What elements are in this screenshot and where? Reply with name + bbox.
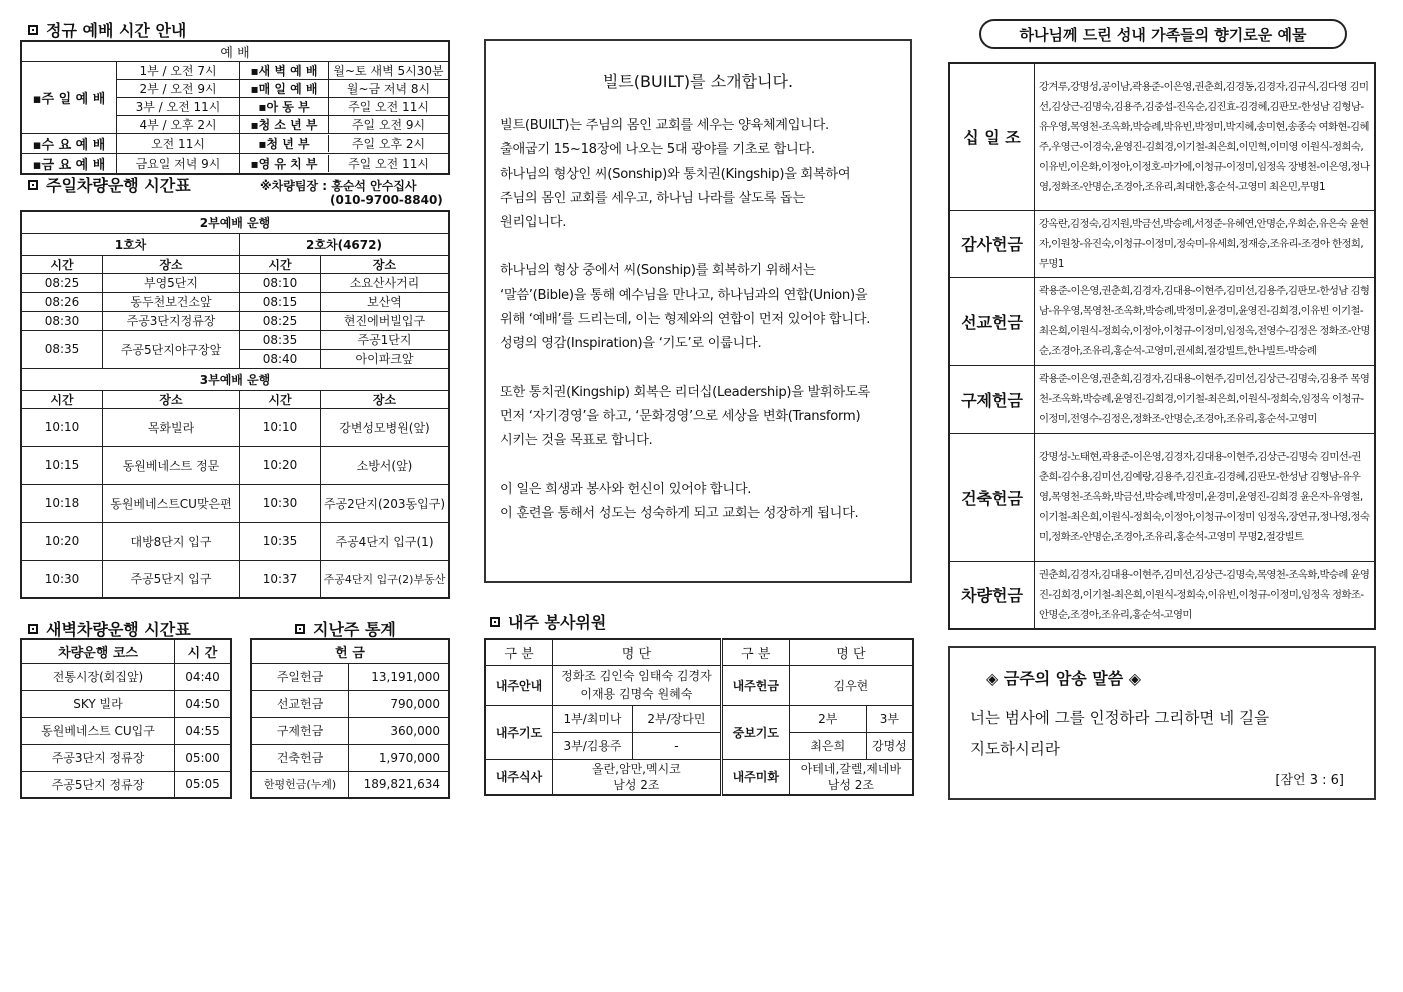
guide-names: 정화조 김인숙 임태숙 김경자 이재용 김명숙 원혜숙 — [553, 665, 722, 705]
car2-time: 08:10 — [240, 273, 321, 292]
verse-line: 너는 범사에 그를 인정하라 그리하면 네 길을 — [970, 709, 1270, 727]
car2-place: 아이파크앞 — [321, 349, 450, 368]
car1-time: 08:25 — [21, 273, 103, 292]
stat-value: 360,000 — [349, 717, 450, 744]
col-names: 명 단 — [789, 639, 913, 665]
verse-heading: ◈ 금주의 암송 말씀 ◈ — [986, 669, 1142, 688]
table-row — [21, 717, 231, 744]
table-row — [21, 690, 231, 717]
dawn-heading: 새벽차량운행 시간표 — [28, 617, 191, 640]
verse-box — [948, 646, 1376, 800]
vehicle-table — [20, 210, 450, 599]
square-bullet-icon — [28, 624, 38, 634]
sunday-time: 1부 / 오전 7시 — [117, 62, 240, 80]
right-row: ▪영 유 치 부 주일 오전 11시 — [240, 154, 450, 175]
col-place: 장소 — [321, 255, 450, 273]
place-cell: 주공5단지 입구 — [103, 560, 240, 598]
built-line: 시키는 것을 목표로 합니다. — [500, 433, 653, 449]
offering-row — [949, 63, 1375, 210]
place-cell: 대방8단지 입구 — [103, 522, 240, 560]
offering-row — [949, 210, 1375, 277]
course-cell: 주공5단지 정류장 — [21, 771, 175, 798]
offering-row — [949, 365, 1375, 433]
offering-names: 곽용준-이은영,권춘희,김경자,김대용-이현주,김미선,김용주,김판모-한성남 김형남-유우영,목영천-조옥화,박승례,박정미,윤경미,윤영진-김희경,이유빈 이기철-최은희,이원식-정희숙,이정아,이청규-이정미,임정옥,전영수-김정은 정화조-안명순,조경아,조유리,홍순석-고영미,권세희,절강빌트,한나빌트-박승례 — [1035, 277, 1376, 365]
car1-time: 08:30 — [21, 311, 103, 330]
offerings-table — [948, 62, 1376, 630]
time-cell: 10:10 — [21, 408, 103, 446]
car2-place: 보산역 — [321, 292, 450, 311]
col-place: 장소 — [321, 390, 450, 408]
guide-label: 내주안내 — [485, 665, 553, 705]
place-cell: 동원베네스트CU맞은편 — [103, 484, 240, 522]
built-box — [484, 39, 912, 583]
place-cell: 목화빌라 — [103, 408, 240, 446]
offering-names: 곽용준-이은영,권춘희,김경자,김대용-이현주,김미선,김상근-김명숙,김용주 목영천-조옥화,박승례,윤영진-김희경,이기철-최은희,이원식-정희숙,임정옥 이청규-이정미,전영수-김정은,정화조-안명순,조경아,조유리,홍순석-고영미 — [1035, 365, 1376, 433]
col-div: 구 분 — [721, 639, 789, 665]
col-time: 시간 — [240, 255, 321, 273]
meal-names: 올란,암만,멕시코 남성 2조 — [553, 759, 722, 795]
right-row: ▪청 년 부 주일 오후 2시 — [240, 134, 450, 154]
stat-label: 한평헌금(누계) — [251, 771, 349, 798]
intercession-cell: 3부 — [866, 705, 913, 732]
offering-category: 건축헌금 — [949, 433, 1035, 561]
table-row — [21, 663, 231, 690]
col-time: 시간 — [21, 255, 103, 273]
prayer-label: 내주기도 — [485, 705, 553, 759]
place-cell: 주공2단지(203동입구) — [321, 484, 450, 522]
verse-reference: [잠언 3 : 6] — [1275, 773, 1344, 788]
offering-category: 선교헌금 — [949, 277, 1035, 365]
time-cell: 10:30 — [240, 484, 321, 522]
car2-label: 2호차(4672) — [240, 233, 450, 255]
time-cell: 04:50 — [175, 690, 232, 717]
place-cell: 주공4단지 입구(1) — [321, 522, 450, 560]
worship-table — [20, 40, 450, 175]
car2-time: 08:25 — [240, 311, 321, 330]
square-bullet-icon — [490, 617, 500, 627]
sunday-time: 4부 / 오후 2시 — [117, 116, 240, 134]
stat-value: 1,970,000 — [349, 744, 450, 771]
place-cell: 강변성모병원(앞) — [321, 408, 450, 446]
table-row — [21, 560, 449, 598]
dawn-table — [20, 638, 232, 799]
offering-label: 내주헌금 — [721, 665, 789, 705]
time-cell: 10:30 — [21, 560, 103, 598]
built-line: 이 일은 희생과 봉사와 헌신이 있어야 합니다. — [500, 481, 752, 497]
col-place: 장소 — [103, 255, 240, 273]
car2-place: 소요산사거리 — [321, 273, 450, 292]
intercession-cell: 2부 — [789, 705, 866, 732]
course-cell: 주공3단지 정류장 — [21, 744, 175, 771]
time-cell: 04:40 — [175, 663, 232, 690]
time-cell: 10:37 — [240, 560, 321, 598]
car1-place: 주공3단지정류장 — [103, 311, 240, 330]
prayer-cell: 1부/최미나 — [553, 705, 633, 732]
offering-name: 김우현 — [789, 665, 913, 705]
table-row — [251, 744, 449, 771]
worship-heading: 정규 예배 시간 안내 — [28, 18, 186, 41]
right-row: ▪새 벽 예 배 월~토 새벽 5시30분 — [240, 62, 450, 80]
intercession-label: 중보기도 — [721, 705, 789, 759]
time-cell: 04:55 — [175, 717, 232, 744]
right-row: ▪청 소 년 부 주일 오전 9시 — [240, 116, 450, 134]
table-row — [251, 717, 449, 744]
intercession-cell: 최은희 — [789, 732, 866, 759]
built-line: 하나님의 형상 중에서 씨(Sonship)를 회복하기 위해서는 — [500, 263, 816, 279]
beauty-names: 아테네,갈렐,제네바 남성 2조 — [789, 759, 913, 795]
offering-category: 십 일 조 — [949, 63, 1035, 210]
sunday-time: 2부 / 오전 9시 — [117, 80, 240, 98]
offering-row — [949, 277, 1375, 365]
table-row — [21, 771, 231, 798]
vehicle-phone: (010-9700-8840) — [330, 193, 443, 207]
square-bullet-icon — [295, 624, 305, 634]
table-row — [21, 484, 449, 522]
col-time: 시 간 — [175, 639, 232, 663]
car2-time: 08:40 — [240, 349, 321, 368]
offering-category: 차량헌금 — [949, 561, 1035, 629]
sunday-time: 3부 / 오전 11시 — [117, 98, 240, 116]
car2-time: 08:35 — [240, 330, 321, 349]
course-cell: 동원베네스트 CU입구 — [21, 717, 175, 744]
place-cell: 동원베네스트 정문 — [103, 446, 240, 484]
table-row — [21, 408, 449, 446]
col-div: 구 분 — [485, 639, 553, 665]
stat-label: 선교헌금 — [251, 690, 349, 717]
offering-names: 강겨루,강명성,공이남,곽용준-이은영,권춘희,김경동,김경자,김규식,김다영 김미선,김상근-김명숙,김용주,김중섭-진옥순,김진효-김경혜,김판모-한성남 김형남-유우영,목영천-조옥화,박승례,박유빈,박정미,박지혜,송미현,송종숙 여화현-김혜주,우영근-이경숙,윤영진-김희경,이기철-최은희,이민혁,이미영 이원식-정희숙,이유빈,이은화,이정아,이정호-마가에,이청규-이정미,임정옥 장병천-이은영,정나영,정화조-안명순,조경아,조유리,최대한,홍순석-고영미 최은민,무명1 — [1035, 63, 1376, 210]
table-row — [21, 522, 449, 560]
col-offering: 헌 금 — [251, 639, 449, 663]
time-cell: 05:05 — [175, 771, 232, 798]
built-line: 위해 ‘예배’를 드리는데, 이는 형제와의 연합이 먼저 있어야 합니다. — [500, 312, 871, 328]
verse-line: 지도하시리라 — [970, 740, 1060, 758]
prayer-cell: - — [633, 732, 722, 759]
verse-text — [970, 703, 1374, 765]
duty-table — [484, 638, 914, 796]
built-line: 주님의 몸인 교회를 세우고, 하나님 나라를 살도록 돕는 — [500, 190, 805, 206]
stat-value: 189,821,634 — [349, 771, 450, 798]
fri-time: 금요일 저녁 9시 — [117, 154, 240, 175]
stat-value: 13,191,000 — [349, 663, 450, 690]
meal-label: 내주식사 — [485, 759, 553, 795]
built-line: 하나님의 형상인 씨(Sonship)와 통치권(Kingship)을 회복하여 — [500, 166, 851, 182]
car1-time: 08:26 — [21, 292, 103, 311]
built-line: 또한 통치권(Kingship) 회복은 리더십(Leadership)을 발휘하도록 — [500, 384, 870, 400]
car1-time: 08:35 — [21, 330, 103, 368]
offering-category: 구제헌금 — [949, 365, 1035, 433]
offering-row — [949, 561, 1375, 629]
right-row: ▪아 동 부 주일 오전 11시 — [240, 98, 450, 116]
built-line: 이 훈련을 통해서 성도는 성숙하게 되고 교회는 성장하게 됩니다. — [500, 505, 859, 521]
section-3-label: 3부예배 운행 — [21, 368, 449, 390]
stats-table — [250, 638, 450, 799]
beauty-label: 내주미화 — [721, 759, 789, 795]
vehicle-manager: ※차량팀장 : 홍순석 안수집사 — [260, 179, 417, 193]
stat-label: 건축헌금 — [251, 744, 349, 771]
square-bullet-icon — [28, 25, 38, 35]
sunday-label: ▪주 일 예 배 — [21, 62, 117, 134]
square-bullet-icon — [28, 180, 38, 190]
duty-heading: 내주 봉사위원 — [490, 610, 606, 633]
table-row — [251, 690, 449, 717]
time-cell: 05:00 — [175, 744, 232, 771]
built-line: 성령의 영감(Inspiration)을 ‘기도’로 이룹니다. — [500, 336, 762, 352]
offering-names: 강옥란,김정숙,김지원,박금선,박승례,서정준-유혜연,안명순,우희순,유은숙 윤현자,이원창-유진숙,이청규-이정미,정숙미-유세희,정재승,조유리-조경아 한정희,무명1 — [1035, 210, 1376, 277]
car2-place: 주공1단지 — [321, 330, 450, 349]
fri-label: ▪금 요 예 배 — [21, 154, 117, 175]
table-row — [251, 771, 449, 798]
built-line: 원리입니다. — [500, 215, 567, 231]
place-cell: 주공4단지 입구(2)부동산 — [321, 560, 450, 598]
built-title: 빌트(BUILT)를 소개합니다. — [602, 72, 794, 91]
car1-place: 주공5단지야구장앞 — [103, 330, 240, 368]
built-body — [486, 114, 910, 526]
offering-row — [949, 433, 1375, 561]
stat-label: 구제헌금 — [251, 717, 349, 744]
table-row — [21, 446, 449, 484]
intercession-cell: 강명성 — [866, 732, 913, 759]
offering-names: 권춘희,김경자,김대용-이현주,김미선,김상근-김명숙,목영천-조옥화,박승례 윤영진-김희경,이기철-최은희,이원식-정희숙,이유빈,이청규-이정미,임정옥 정화조-안명순,조경아,조유리,홍순석-고영미 — [1035, 561, 1376, 629]
col-course: 차량운행 코스 — [21, 639, 175, 663]
stats-heading: 지난주 통계 — [295, 617, 396, 640]
wed-label: ▪수 요 예 배 — [21, 134, 117, 154]
offerings-heading: 하나님께 드린 성내 가족들의 향기로운 예물 — [979, 19, 1347, 49]
car1-place: 동두천보건소앞 — [103, 292, 240, 311]
table-row — [21, 744, 231, 771]
place-cell: 소방서(앞) — [321, 446, 450, 484]
prayer-cell: 3부/김용주 — [553, 732, 633, 759]
built-line: 먼저 ‘자기경영’을 하고, ‘문화경영’으로 세상을 변화(Transform) — [500, 408, 861, 424]
col-time: 시간 — [240, 390, 321, 408]
col-names: 명 단 — [553, 639, 722, 665]
car2-time: 08:15 — [240, 292, 321, 311]
built-line: 빌트(BUILT)는 주님의 몸인 교회를 세우는 양육체계입니다. — [500, 118, 829, 133]
time-cell: 10:10 — [240, 408, 321, 446]
wed-time: 오전 11시 — [117, 134, 240, 154]
stat-value: 790,000 — [349, 690, 450, 717]
time-cell: 10:35 — [240, 522, 321, 560]
offering-category: 감사헌금 — [949, 210, 1035, 277]
car1-label: 1호차 — [21, 233, 240, 255]
time-cell: 10:20 — [240, 446, 321, 484]
course-cell: 전통시장(회집앞) — [21, 663, 175, 690]
time-cell: 10:15 — [21, 446, 103, 484]
time-cell: 10:20 — [21, 522, 103, 560]
section-2-label: 2부예배 운행 — [21, 211, 449, 233]
vehicle-heading: 주일차량운행 시간표 — [28, 173, 191, 196]
time-cell: 10:18 — [21, 484, 103, 522]
prayer-cell: 2부/장다민 — [633, 705, 722, 732]
car2-place: 현진에버빌입구 — [321, 311, 450, 330]
col-place: 장소 — [103, 390, 240, 408]
offering-names: 강명성-노태현,곽용준-이은영,김경자,김대용-이현주,김상근-김명숙 김미선-권춘희-김수용,김미선,김예랑,김용주,김진효-김경혜,김판모-한성남 김형남-유우영,목영천-조옥화,박금선,박승례,박정미,윤경미,윤영진-김희경 윤은자-유영철,이기철-최은희,이원식-정희숙,이정아,이청규-이정미 임정옥,장연규,정나영,정숙미,정화조-안명순,조경아,조유리,홍순석-고영미 무명2,절강빌트 — [1035, 433, 1376, 561]
right-row: ▪매 일 예 배 월~금 저녁 8시 — [240, 80, 450, 98]
table-row — [251, 663, 449, 690]
course-cell: SKY 빌라 — [21, 690, 175, 717]
built-line: 출애굽기 15~18장에 나오는 5대 광야를 기초로 합니다. — [500, 142, 815, 158]
col-time: 시간 — [21, 390, 103, 408]
car1-place: 부영5단지 — [103, 273, 240, 292]
stat-label: 주일헌금 — [251, 663, 349, 690]
built-line: ‘말씀’(Bible)을 통해 예수님을 만나고, 하나님과의 연합(Union)을 — [500, 287, 868, 303]
worship-header: 예 배 — [21, 41, 449, 62]
